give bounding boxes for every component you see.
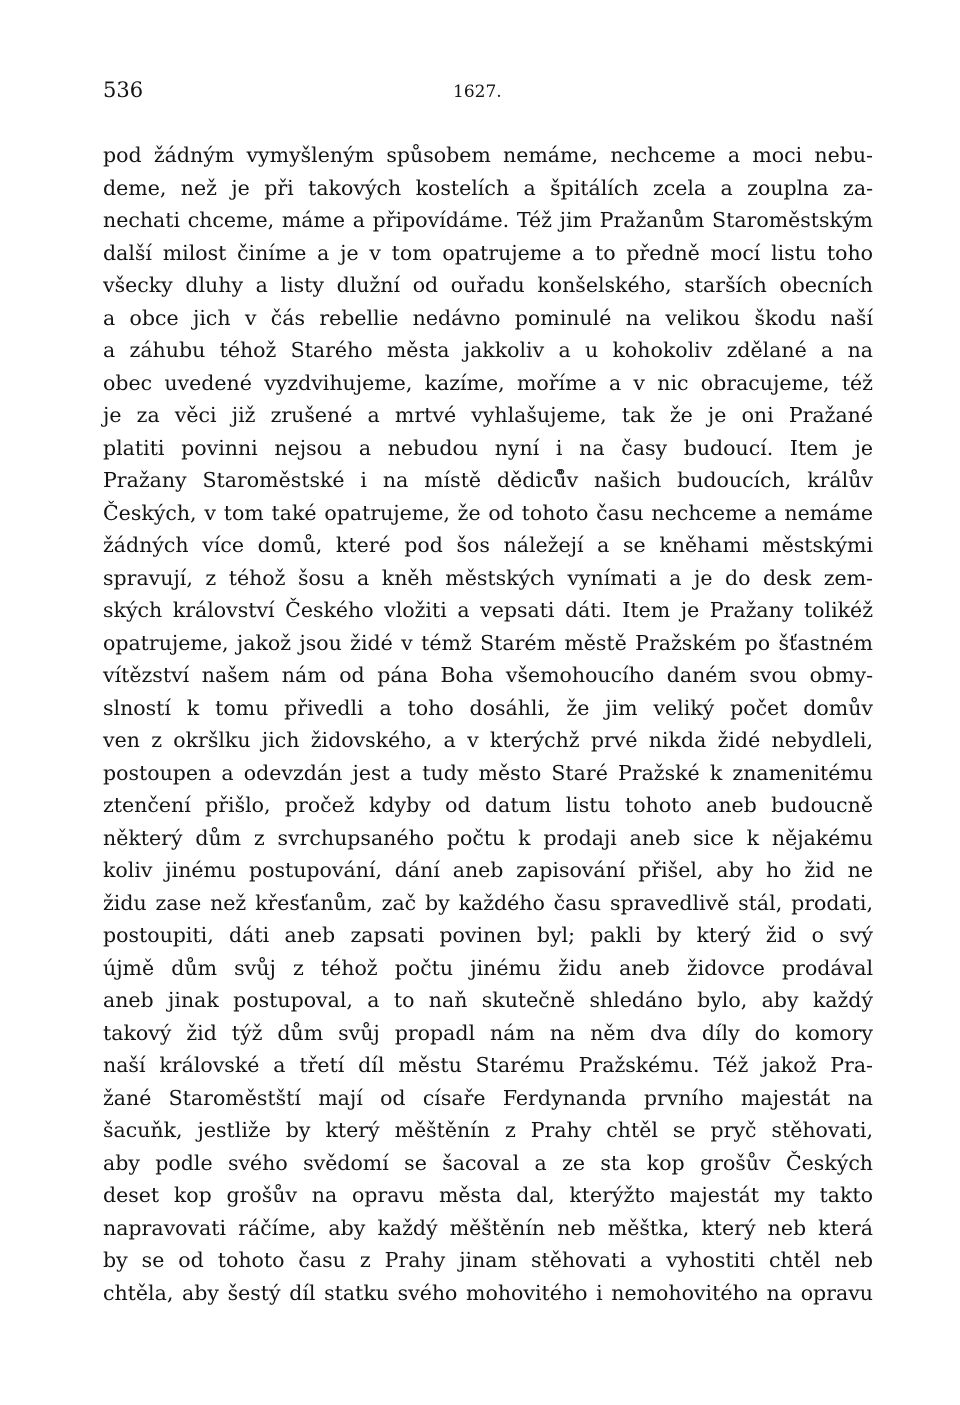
text-line: nechati chceme, máme a připovídáme. Též jim Pražanům Staroměstským	[103, 208, 873, 232]
text-line: ven z okršlku jich židovského, a v kterýchž prvé nikda židé nebydleli,	[103, 728, 873, 752]
text-line: takový žid týž dům svůj propadl nám na něm dva díly do komory	[103, 1020, 873, 1045]
text-line: spravují, z téhož šosu a kněh městských vynímati a je do desk zem-	[103, 565, 873, 590]
text-line: pod žádným vymyšleným spůsobem nemáme, nechceme a moci nebu-	[103, 143, 873, 167]
text-line: žádných více domů, které pod šos náležejí a se kněhami městskými	[103, 533, 873, 557]
text-line: slností k tomu přivedli a toho dosáhli, že jim veliký počet domův	[103, 695, 873, 720]
running-header-year: 1627.	[453, 82, 502, 102]
text-line: naší královské a třetí díl městu Starému Pražskému. Též jakož Pra-	[103, 1053, 873, 1077]
text-line: je za věci již zrušené a mrtvé vyhlašujeme, tak že je oni Pražané	[103, 403, 873, 427]
text-line: újmě dům svůj z téhož počtu jinému židu aneb židovce prodával	[103, 955, 873, 980]
body-text	[103, 139, 873, 1309]
text-line: aneb jinak postupoval, a to naň skutečně shledáno bylo, aby každý	[103, 988, 873, 1012]
text-line: aby podle svého svědomí se šacoval a ze sta kop grošův Českých	[103, 1150, 873, 1175]
text-line: a obce jich v čás rebellie nedávno pominulé na velikou škodu naší	[103, 305, 873, 330]
text-line: postoupiti, dáti aneb zapsati povinen byl; pakli by který žid o svý	[103, 923, 873, 947]
text-line: ztenčení přišlo, pročež kdyby od datum listu tohoto aneb budoucně	[103, 793, 873, 817]
text-line: postoupen a odevzdán jest a tudy město Staré Pražské k znamenitému	[103, 760, 873, 785]
text-line: další milost činíme a je v tom opatrujeme a to předně mocí listu toho	[103, 240, 873, 265]
text-line: chtěla, aby šestý díl statku svého mohovitého i nemohovitého na opravu	[103, 1280, 873, 1305]
text-line: koliv jinému postupování, dání aneb zapisování přišel, aby ho žid ne	[103, 858, 873, 882]
text-line: žané Staroměstští mají od císaře Ferdynanda prvního majestát na	[103, 1085, 873, 1110]
text-line: deme, než je při takových kostelích a špitálích zcela a zouplna za-	[103, 175, 873, 200]
text-line: šacuňk, jestliže by který měštěnín z Prahy chtěl se pryč stěhovati,	[103, 1118, 873, 1142]
text-line: Pražany Staroměstské i na místě dědiců̊v našich budoucích, králův	[103, 468, 873, 492]
text-line: opatrujeme, jakož jsou židé v témž Starém městě Pražském po šťastném	[103, 630, 873, 655]
text-line: deset kop grošův na opravu města dal, kterýžto majestát my takto	[103, 1183, 873, 1207]
text-line: vítězství našem nám od pána Boha všemohoucího daném svou obmy-	[103, 663, 873, 687]
page-header	[103, 78, 873, 108]
text-line: židu zase než křesťanům, zač by každého času spravedlivě stál, prodati,	[103, 890, 873, 915]
text-line: všecky dluhy a listy dlužní od ouřadu konšelského, starších obecních	[103, 273, 873, 297]
text-line: a záhubu téhož Starého města jakkoliv a u kohokoliv zdělané a na	[103, 338, 873, 362]
text-line: napravovati ráčíme, aby každý měštěnín neb měštka, který neb která	[103, 1215, 873, 1240]
text-line: některý dům z svrchupsaného počtu k prodaji aneb sice k nějakému	[103, 825, 873, 850]
text-line: ských království Českého vložiti a vepsati dáti. Item je Pražany tolikéž	[103, 598, 873, 622]
text-line: platiti povinni nejsou a nebudou nyní i na časy budoucí. Item je	[103, 435, 873, 460]
page-number: 536	[103, 78, 144, 102]
text-line: by se od tohoto času z Prahy jinam stěhovati a vyhostiti chtěl neb	[103, 1248, 873, 1272]
text-line: obec uvedené vyzdvihujeme, kazíme, mořímе a v nic obracujeme, též	[103, 370, 873, 395]
text-line: Českých, v tom také opatrujeme, že od tohoto času nechceme a nemáme	[103, 500, 873, 525]
